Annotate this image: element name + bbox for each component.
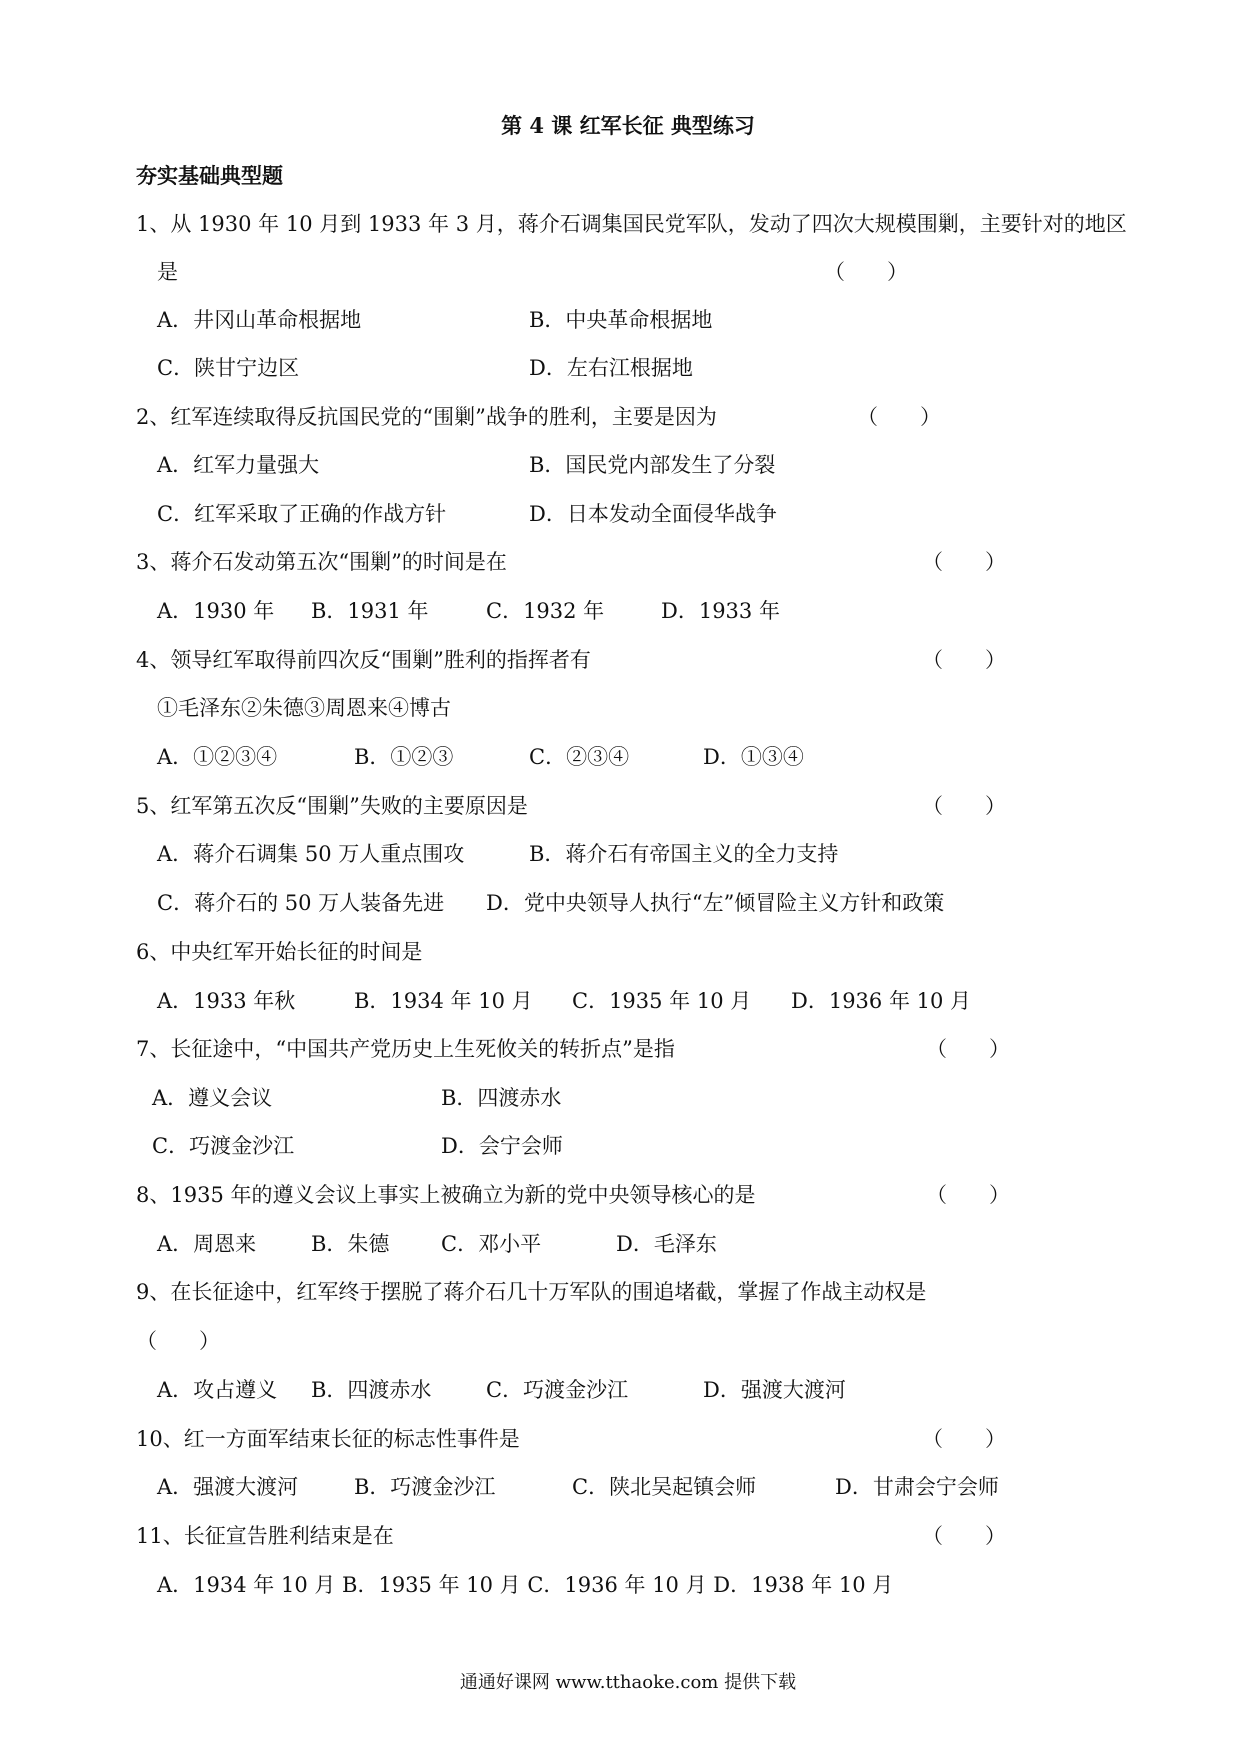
q4-items: ①毛泽东②朱德③周恩来④博古 — [157, 696, 451, 720]
q6-option-a: A．1933 年秋 — [157, 989, 296, 1013]
q10-option-c: C．陕北吴起镇会师 — [572, 1475, 757, 1499]
answer-blank-9: （ ） — [136, 1329, 220, 1353]
q3-option-b: B．1931 年 — [311, 599, 429, 623]
q2-option-d: D．日本发动全面侵华战争 — [529, 502, 777, 526]
question-4: 4、领导红军取得前四次反“围剿”胜利的指挥者有 — [136, 648, 591, 672]
q3-option-a: A．1930 年 — [157, 599, 275, 623]
page-title: 第 4 课 红军长征 典型练习 — [501, 113, 755, 138]
answer-blank-8: （ ） — [926, 1183, 1010, 1207]
section-heading: 夯实基础典型题 — [136, 163, 283, 188]
q6-option-b: B．1934 年 10 月 — [354, 989, 533, 1013]
answer-blank-7: （ ） — [926, 1037, 1010, 1061]
q1-option-a: A．井冈山革命根据地 — [157, 308, 362, 332]
q8-option-c: C．邓小平 — [441, 1232, 542, 1256]
q9-option-b: B．四渡赤水 — [311, 1378, 432, 1402]
answer-blank-3: （ ） — [922, 550, 1006, 574]
answer-blank-2: （ ） — [857, 405, 941, 429]
q4-option-a: A．①②③④ — [157, 745, 278, 769]
q5-option-b: B．蒋介石有帝国主义的全力支持 — [529, 842, 839, 866]
q7-option-c: C．巧渡金沙江 — [152, 1134, 295, 1158]
q1-option-d: D．左右江根据地 — [529, 356, 693, 380]
q1-option-c: C．陕甘宁边区 — [157, 356, 300, 380]
q8-option-d: D．毛泽东 — [616, 1232, 717, 1256]
question-1: 1、从 1930 年 10 月到 1933 年 3 月，蒋介石调集国民党军队，发动了四次大规模围剿，主要针对的地区 — [136, 212, 1127, 236]
q3-option-c: C．1932 年 — [486, 599, 605, 623]
q8-option-b: B．朱德 — [311, 1232, 390, 1256]
question-6: 6、中央红军开始长征的时间是 — [136, 940, 423, 964]
q10-option-a: A．强渡大渡河 — [157, 1475, 299, 1499]
q2-option-a: A．红军力量强大 — [157, 453, 320, 477]
question-7: 7、长征途中，“中国共产党历史上生死攸关的转折点”是指 — [136, 1037, 675, 1061]
q11-options: A．1934 年 10 月 B．1935 年 10 月 C．1936 年 10 月 D．1938 年 10 月 — [157, 1573, 894, 1597]
question-2: 2、红军连续取得反抗国民党的“围剿”战争的胜利，主要是因为 — [136, 405, 717, 429]
q2-option-c: C．红军采取了正确的作战方针 — [157, 502, 447, 526]
answer-blank-5: （ ） — [922, 794, 1006, 818]
answer-blank-10: （ ） — [922, 1427, 1006, 1451]
q9-option-d: D．强渡大渡河 — [703, 1378, 846, 1402]
question-9: 9、在长征途中，红军终于摆脱了蒋介石几十万军队的围追堵截，掌握了作战主动权是 — [136, 1280, 927, 1304]
question-10: 10、红一方面军结束长征的标志性事件是 — [136, 1427, 520, 1451]
q4-option-d: D．①③④ — [703, 745, 804, 769]
q1-option-b: B．中央革命根据地 — [529, 308, 713, 332]
q8-option-a: A．周恩来 — [157, 1232, 257, 1256]
q10-option-d: D．甘肃会宁会师 — [835, 1475, 999, 1499]
q2-option-b: B．国民党内部发生了分裂 — [529, 453, 776, 477]
q4-option-c: C．②③④ — [529, 745, 630, 769]
q6-option-c: C．1935 年 10 月 — [572, 989, 752, 1013]
q7-option-b: B．四渡赤水 — [441, 1086, 562, 1110]
answer-blank-4: （ ） — [922, 648, 1006, 672]
q5-option-c: C．蒋介石的 50 万人装备先进 — [157, 891, 445, 915]
q10-option-b: B．巧渡金沙江 — [354, 1475, 496, 1499]
question-8: 8、1935 年的遵义会议上事实上被确立为新的党中央领导核心的是 — [136, 1183, 756, 1207]
question-11: 11、长征宣告胜利结束是在 — [136, 1524, 394, 1548]
answer-blank-11: （ ） — [922, 1524, 1006, 1548]
question-3: 3、蒋介石发动第五次“围剿”的时间是在 — [136, 550, 507, 574]
q4-option-b: B．①②③ — [354, 745, 454, 769]
answer-blank-1: （ ） — [824, 260, 908, 284]
question-5: 5、红军第五次反“围剿”失败的主要原因是 — [136, 794, 528, 818]
page-footer: 通通好课网 www.tthaoke.com 提供下载 — [459, 1672, 797, 1693]
q9-option-a: A．攻占遵义 — [157, 1378, 278, 1402]
q6-option-d: D．1936 年 10 月 — [791, 989, 972, 1013]
question-1-cont: 是 — [157, 260, 178, 284]
q3-option-d: D．1933 年 — [661, 599, 780, 623]
q9-option-c: C．巧渡金沙江 — [486, 1378, 629, 1402]
q5-option-d: D．党中央领导人执行“左”倾冒险主义方针和政策 — [486, 891, 945, 915]
q5-option-a: A．蒋介石调集 50 万人重点围攻 — [157, 842, 465, 866]
q7-option-d: D．会宁会师 — [441, 1134, 563, 1158]
q7-option-a: A．遵义会议 — [152, 1086, 273, 1110]
